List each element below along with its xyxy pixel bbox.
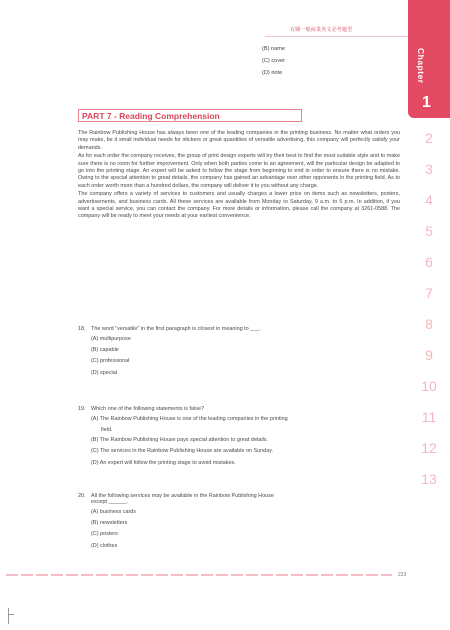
previous-question-options [262,43,285,79]
reading-passage [78,130,400,222]
question-number: 20. [78,493,86,499]
option-c: (C) cover [262,58,285,64]
chapter-item[interactable]: 2 [425,130,433,146]
passage-paragraph: The company offers a variety of services to customers and usually charges a lower price on items such as newsletters, posters, advertisements, and business cards. All these services are available from Monday to Saturday, 9 a.m. to 5 p.m. In addition, if you want a special service, you can contact the company. For more details or information, please call the company at 3261-0588. The company will be ready to meet your needs at your earliest convenience. [78,191,400,220]
running-header: 有關一般商業英文必考題型 [290,27,353,33]
question-stem [78,326,400,332]
answer-option[interactable]: (A) business cards [91,509,137,515]
chapter-item[interactable]: 13 [421,471,437,487]
answer-option[interactable]: (B) newsletters [91,520,128,527]
chapter-item[interactable]: 4 [425,192,433,208]
chapter-item[interactable]: 12 [421,440,437,456]
chapter-item[interactable]: 7 [425,285,433,301]
chapter-label: Chapter [416,48,426,84]
question-text-continued: except ______. [91,499,129,505]
question-20 [78,493,400,552]
page-number: 223 [398,572,407,578]
answer-option[interactable]: (D) An expert will follow the printing stage to avoid mistakes. [91,459,236,466]
chapter-item[interactable]: 10 [421,378,437,394]
answer-option[interactable]: (D) clothes [91,542,118,549]
chapter-item[interactable]: 5 [425,223,433,239]
answer-option[interactable]: (A) multipurpose [91,336,131,342]
option-d: (D) note [262,70,283,76]
chapter-current-number: 1 [422,94,431,111]
question-19 [78,406,400,469]
header-divider [265,36,415,37]
crop-mark [8,608,9,624]
option-b: (B) name [262,46,286,52]
chapter-tab-active[interactable] [408,0,450,118]
answer-option[interactable]: (A) The Rainbow Publishing House is one of the leading companies in the printing [91,416,288,422]
question-number: 19. [78,406,86,412]
passage-paragraph: As for each order the company receives, the group of print design experts will try their best to find the most suitable style and to make sure there is no room for further improvement. Only when both parties come to an agreement, will the particular design be adapted to go into the printing stage. An expert will be asked to follow the stage from beginning to end in order to ensure there is no mistake. Owing to the special attention to great details, the company has gained an advantage over other opponents in the printing field. As to each order worth more than a hundred dollars, the company will deliver it to you without any charge. [78,153,400,189]
chapter-item[interactable]: 6 [425,254,433,270]
answer-option[interactable]: (B) capable [91,347,119,354]
answer-option-continued: field. [101,426,113,433]
passage-paragraph: The Rainbow Publishing House has always been one of the leading companies in the printing business. No matter what orders you may make, be it small individual needs for stickers or great quantities of versatile advertising, this company will perfectly satisfy your demands. [78,130,400,151]
footer-decorative-bar [6,574,392,576]
answer-option[interactable]: (D) special [91,369,117,376]
answer-option[interactable]: (C) posters [91,531,118,538]
question-18 [78,326,400,379]
chapter-item[interactable]: 3 [425,161,433,177]
answer-option[interactable]: (B) The Rainbow Publishing House pays special attention to great details. [91,436,269,443]
question-number: 18. [78,326,86,332]
question-stem [78,406,400,412]
question-text: Which one of the following statements is false? [91,406,205,412]
answer-option[interactable]: (C) The services in the Rainbow Publishing House are available on Sunday. [91,448,274,454]
chapter-sidebar [408,0,450,630]
section-title: PART 7 - Reading Comprehension [78,109,302,122]
chapter-item[interactable]: 8 [425,316,433,332]
question-text: The word "versatile" in the first paragraph is closest in meaning to ___. [91,326,261,332]
chapter-item[interactable]: 11 [421,409,437,425]
crop-mark [8,614,14,615]
answer-option[interactable]: (C) professional [91,358,130,365]
chapter-number-list [408,130,450,502]
question-text: All the following services may be available in the Rainbow Publishing House [91,493,274,499]
chapter-item[interactable]: 9 [425,347,433,363]
